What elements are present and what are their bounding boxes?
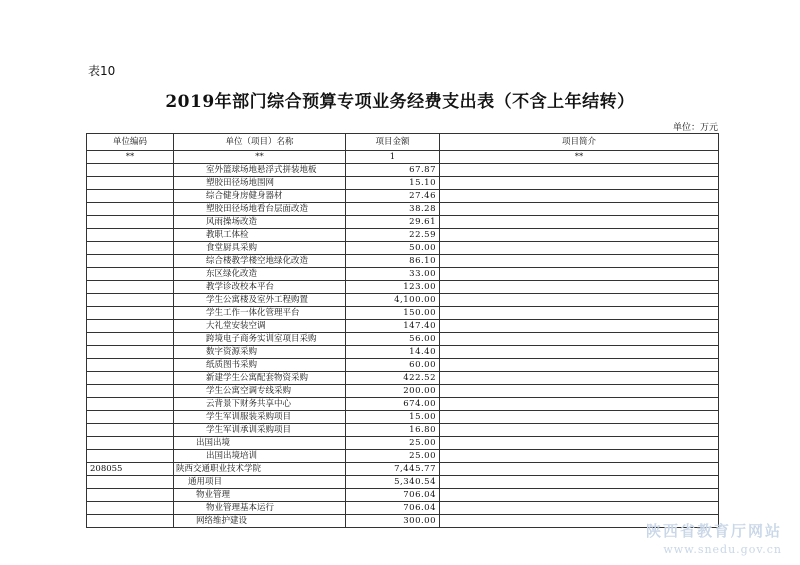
description-cell <box>440 229 719 242</box>
watermark-url: www.snedu.gov.cn <box>663 543 782 556</box>
amount-cell: 22.59 <box>346 229 440 242</box>
marker-cell: ** <box>174 151 346 164</box>
unit-name-cell: 塑胶田径场地围网 <box>174 177 346 190</box>
marker-cell: 1 <box>346 151 440 164</box>
description-cell <box>440 398 719 411</box>
unit-name-cell: 学生公寓楼及室外工程购置 <box>174 294 346 307</box>
unit-name-cell: 物业管理基本运行 <box>174 502 346 515</box>
unit-name-cell: 数字资源采购 <box>174 346 346 359</box>
header-row <box>87 134 719 151</box>
table-label: 表10 <box>88 64 116 78</box>
table-row <box>87 333 719 346</box>
table-row <box>87 437 719 450</box>
unit-code-cell <box>87 177 174 190</box>
unit-name-cell: 室外篮球场地悬浮式拼装地板 <box>174 164 346 177</box>
description-cell <box>440 385 719 398</box>
table-row <box>87 385 719 398</box>
description-cell <box>440 177 719 190</box>
unit-name-cell: 综合楼教学楼空地绿化改造 <box>174 255 346 268</box>
description-cell <box>440 437 719 450</box>
amount-cell: 33.00 <box>346 268 440 281</box>
table-row <box>87 177 719 190</box>
description-cell <box>440 333 719 346</box>
table-row <box>87 281 719 294</box>
unit-name-cell: 学生军训服装采购项目 <box>174 411 346 424</box>
table-row <box>87 424 719 437</box>
unit-name-cell: 教学诊改校本平台 <box>174 281 346 294</box>
amount-cell: 25.00 <box>346 450 440 463</box>
table-row <box>87 268 719 281</box>
description-cell <box>440 255 719 268</box>
table-row <box>87 372 719 385</box>
unit-name-cell: 物业管理 <box>174 489 346 502</box>
unit-code-cell <box>87 502 174 515</box>
amount-cell: 706.04 <box>346 489 440 502</box>
description-cell <box>440 424 719 437</box>
watermark <box>646 520 782 556</box>
unit-code-cell <box>87 515 174 528</box>
amount-cell: 56.00 <box>346 333 440 346</box>
unit-name-cell: 学生工作一体化管理平台 <box>174 307 346 320</box>
table-row <box>87 502 719 515</box>
unit-code-cell <box>87 320 174 333</box>
amount-cell: 150.00 <box>346 307 440 320</box>
unit-code-cell <box>87 437 174 450</box>
marker-row <box>87 151 719 164</box>
description-cell <box>440 463 719 476</box>
amount-cell: 422.52 <box>346 372 440 385</box>
unit-code-cell <box>87 346 174 359</box>
marker-cell: ** <box>87 151 174 164</box>
description-cell <box>440 372 719 385</box>
unit-code-cell <box>87 489 174 502</box>
table-row <box>87 190 719 203</box>
unit-code-cell <box>87 216 174 229</box>
amount-cell: 27.46 <box>346 190 440 203</box>
description-cell <box>440 450 719 463</box>
unit-name-cell: 风雨操场改造 <box>174 216 346 229</box>
table-row <box>87 320 719 333</box>
description-cell <box>440 320 719 333</box>
description-cell <box>440 476 719 489</box>
description-cell <box>440 164 719 177</box>
amount-cell: 123.00 <box>346 281 440 294</box>
amount-cell: 200.00 <box>346 385 440 398</box>
description-cell <box>440 203 719 216</box>
unit-name-cell: 学生军训承训采购项目 <box>174 424 346 437</box>
unit-label: 单位：万元 <box>672 123 718 133</box>
table-body <box>87 151 719 528</box>
table-row <box>87 489 719 502</box>
unit-name-cell: 教职工体检 <box>174 229 346 242</box>
unit-code-cell <box>87 281 174 294</box>
table-row <box>87 398 719 411</box>
amount-cell: 60.00 <box>346 359 440 372</box>
unit-name-cell: 东区绿化改造 <box>174 268 346 281</box>
amount-cell: 15.10 <box>346 177 440 190</box>
unit-name-cell: 跨境电子商务实训室项目采购 <box>174 333 346 346</box>
unit-name-cell: 大礼堂安装空调 <box>174 320 346 333</box>
description-cell <box>440 411 719 424</box>
description-cell <box>440 359 719 372</box>
unit-code-cell <box>87 164 174 177</box>
unit-code-cell <box>87 372 174 385</box>
description-cell <box>440 307 719 320</box>
description-cell <box>440 294 719 307</box>
description-cell <box>440 190 719 203</box>
unit-code-cell <box>87 424 174 437</box>
amount-cell: 38.28 <box>346 203 440 216</box>
unit-code-cell <box>87 203 174 216</box>
unit-name-cell: 食堂厨具采购 <box>174 242 346 255</box>
table-row <box>87 229 719 242</box>
table-row <box>87 203 719 216</box>
unit-code-cell <box>87 385 174 398</box>
unit-code-cell <box>87 229 174 242</box>
unit-code-cell <box>87 450 174 463</box>
unit-name-cell: 通用项目 <box>174 476 346 489</box>
budget-table <box>86 133 719 528</box>
unit-name-cell: 学生公寓空调专线采购 <box>174 385 346 398</box>
amount-cell: 5,340.54 <box>346 476 440 489</box>
amount-cell: 29.61 <box>346 216 440 229</box>
table-row <box>87 164 719 177</box>
amount-cell: 706.04 <box>346 502 440 515</box>
unit-code-cell <box>87 307 174 320</box>
unit-code-cell <box>87 190 174 203</box>
unit-name-cell: 云背景下财务共享中心 <box>174 398 346 411</box>
table-row <box>87 294 719 307</box>
table-row <box>87 411 719 424</box>
table-row <box>87 242 719 255</box>
description-cell <box>440 502 719 515</box>
header-unit-code: 单位编码 <box>87 134 174 151</box>
header-amount: 项目金额 <box>346 134 440 151</box>
table-row <box>87 463 719 476</box>
unit-code-cell <box>87 294 174 307</box>
unit-name-cell: 陕西交通职业技术学院 <box>174 463 346 476</box>
unit-name-cell: 纸质图书采购 <box>174 359 346 372</box>
amount-cell: 50.00 <box>346 242 440 255</box>
table-row <box>87 515 719 528</box>
unit-code-cell <box>87 333 174 346</box>
marker-cell: ** <box>440 151 719 164</box>
amount-cell: 4,100.00 <box>346 294 440 307</box>
amount-cell: 300.00 <box>346 515 440 528</box>
unit-code-cell <box>87 255 174 268</box>
description-cell <box>440 242 719 255</box>
unit-name-cell: 新建学生公寓配套物资采购 <box>174 372 346 385</box>
header-unit-name: 单位（项目）名称 <box>174 134 346 151</box>
description-cell <box>440 489 719 502</box>
unit-name-cell: 综合健身房健身器材 <box>174 190 346 203</box>
amount-cell: 16.80 <box>346 424 440 437</box>
header-description: 项目简介 <box>440 134 719 151</box>
table-row <box>87 450 719 463</box>
amount-cell: 67.87 <box>346 164 440 177</box>
unit-code-cell <box>87 411 174 424</box>
table-row <box>87 255 719 268</box>
amount-cell: 674.00 <box>346 398 440 411</box>
amount-cell: 14.40 <box>346 346 440 359</box>
unit-name-cell: 网络维护建设 <box>174 515 346 528</box>
description-cell <box>440 268 719 281</box>
unit-name-cell: 塑胶田径场地看台层面改造 <box>174 203 346 216</box>
amount-cell: 15.00 <box>346 411 440 424</box>
unit-code-cell <box>87 476 174 489</box>
table-row <box>87 346 719 359</box>
unit-code-cell <box>87 359 174 372</box>
unit-code-cell <box>87 398 174 411</box>
unit-code-cell: 208055 <box>87 463 174 476</box>
table-row <box>87 476 719 489</box>
unit-code-cell <box>87 242 174 255</box>
watermark-name: 陕西省教育厅网站 <box>645 522 782 540</box>
unit-name-cell: 出国出境培训 <box>174 450 346 463</box>
description-cell <box>440 346 719 359</box>
unit-name-cell: 出国出境 <box>174 437 346 450</box>
amount-cell: 25.00 <box>346 437 440 450</box>
amount-cell: 86.10 <box>346 255 440 268</box>
amount-cell: 7,445.77 <box>346 463 440 476</box>
page-title: 2019年部门综合预算专项业务经费支出表（不含上年结转） <box>165 92 635 112</box>
table-row <box>87 216 719 229</box>
table-row <box>87 307 719 320</box>
table-row <box>87 359 719 372</box>
amount-cell: 147.40 <box>346 320 440 333</box>
unit-code-cell <box>87 268 174 281</box>
description-cell <box>440 281 719 294</box>
description-cell <box>440 216 719 229</box>
